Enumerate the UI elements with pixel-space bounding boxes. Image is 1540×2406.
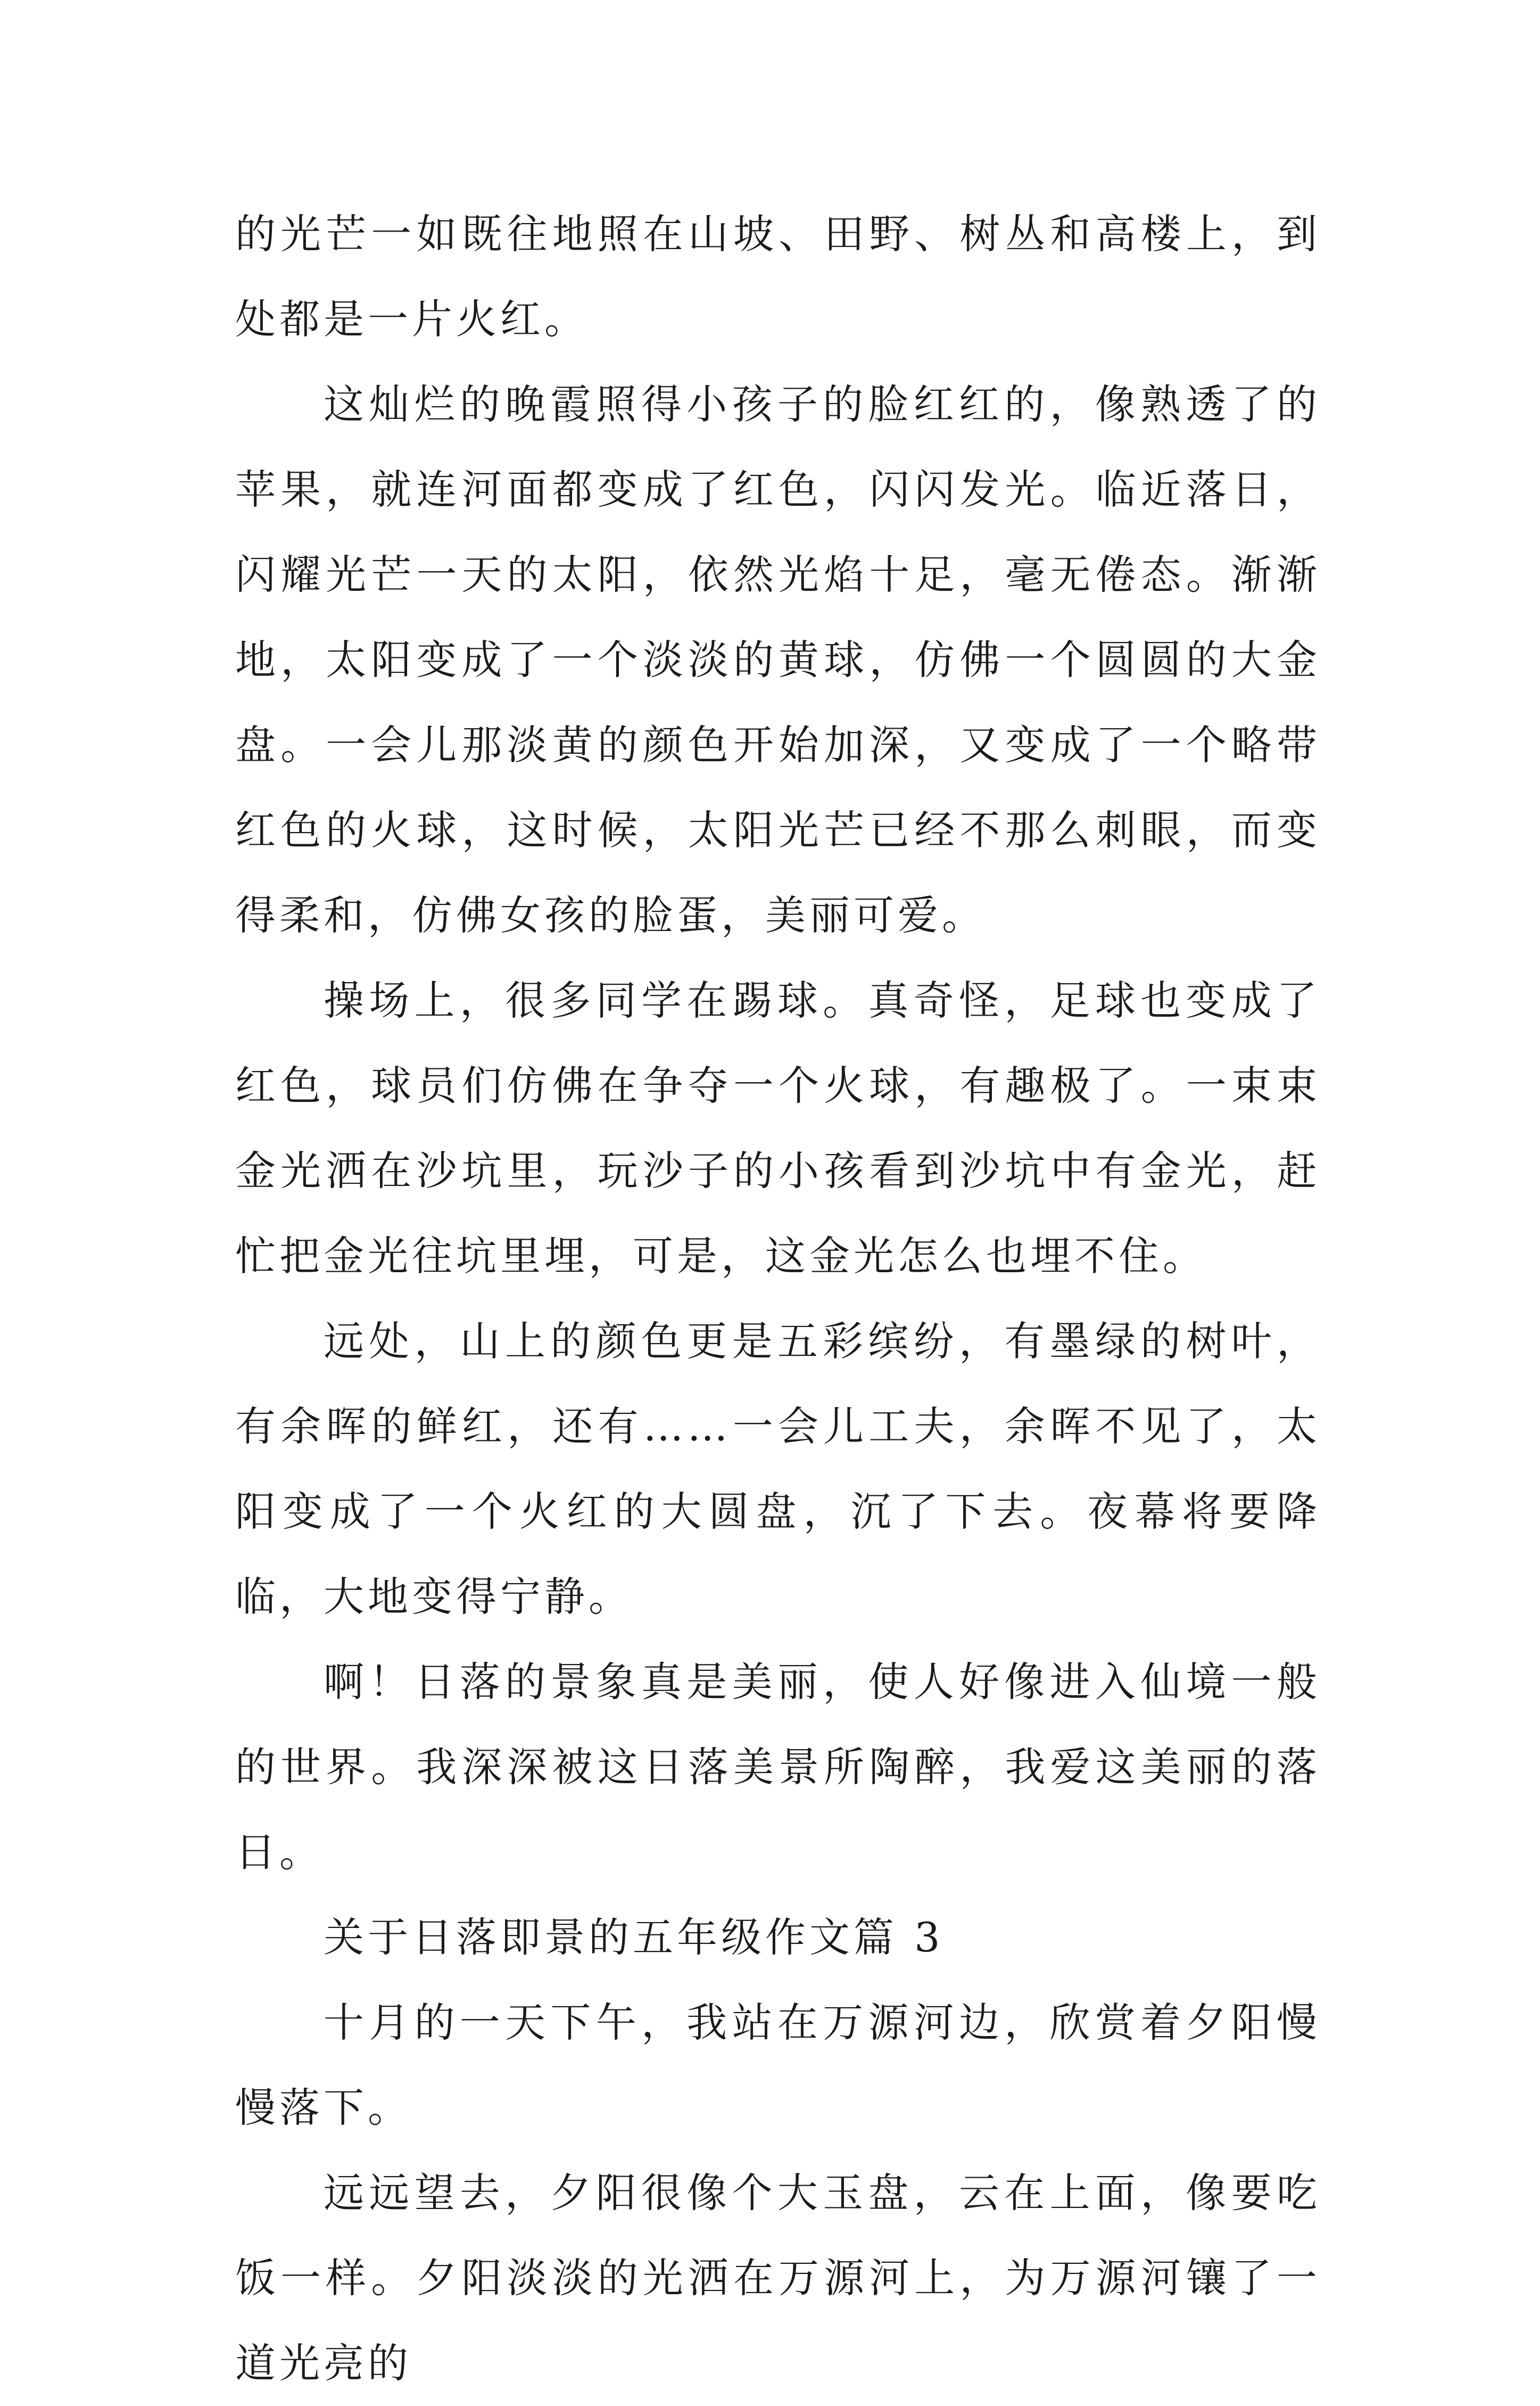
section-heading: 关于日落即景的五年级作文篇 3 [324,1914,944,1961]
paragraph-october-afternoon: 十月的一天下午，我站在万源河边，欣赏着夕阳慢慢落下。 [235,1999,1321,2131]
paragraph-sunset-glow: 这灿烂的晚霞照得小孩子的脸红红的，像熟透了的苹果，就连河面都变成了红色，闪闪发光。临近落日，闪耀光芒一天的太阳，依然光焰十足，毫无倦态。渐渐地，太阳变成了一个淡淡的黄球，仿佛一个圆圆的大金盘。一会儿那淡黄的颜色开始加深，又变成了一个略带红色的火球，这时候，太阳光芒已经不那么刺眼，而变得柔和，仿佛女孩的脸蛋，美丽可爱。 [235,381,1321,939]
document-body [235,192,1321,2406]
paragraph-distant-mountain: 远处，山上的颜色更是五彩缤纷，有墨绿的树叶，有余晖的鲜红，还有……一会儿工夫，余晖不见了，太阳变成了一个火红的大圆盘，沉了下去。夜幕将要降临，大地变得宁静。 [235,1317,1321,1620]
paragraph-conclusion: 啊！日落的景象真是美丽，使人好像进入仙境一般的世界。我深深被这日落美景所陶醉，我爱这美丽的落日。 [235,1658,1321,1876]
paragraph-jade-plate: 远远望去，夕阳很像个大玉盘，云在上面，像要吃饭一样。夕阳淡淡的光洒在万源河上，为万源河镶了一道光亮的 [235,2169,1321,2387]
paragraph-continuation: 的光芒一如既往地照在山坡、田野、树丛和高楼上，到处都是一片火红。 [235,210,1321,343]
paragraph-playground: 操场上，很多同学在踢球。真奇怪，足球也变成了红色，球员们仿佛在争夺一个火球，有趣极了。一束束金光洒在沙坑里，玩沙子的小孩看到沙坑中有金光，赶忙把金光往坑里埋，可是，这金光怎么也埋不住。 [235,977,1321,1280]
